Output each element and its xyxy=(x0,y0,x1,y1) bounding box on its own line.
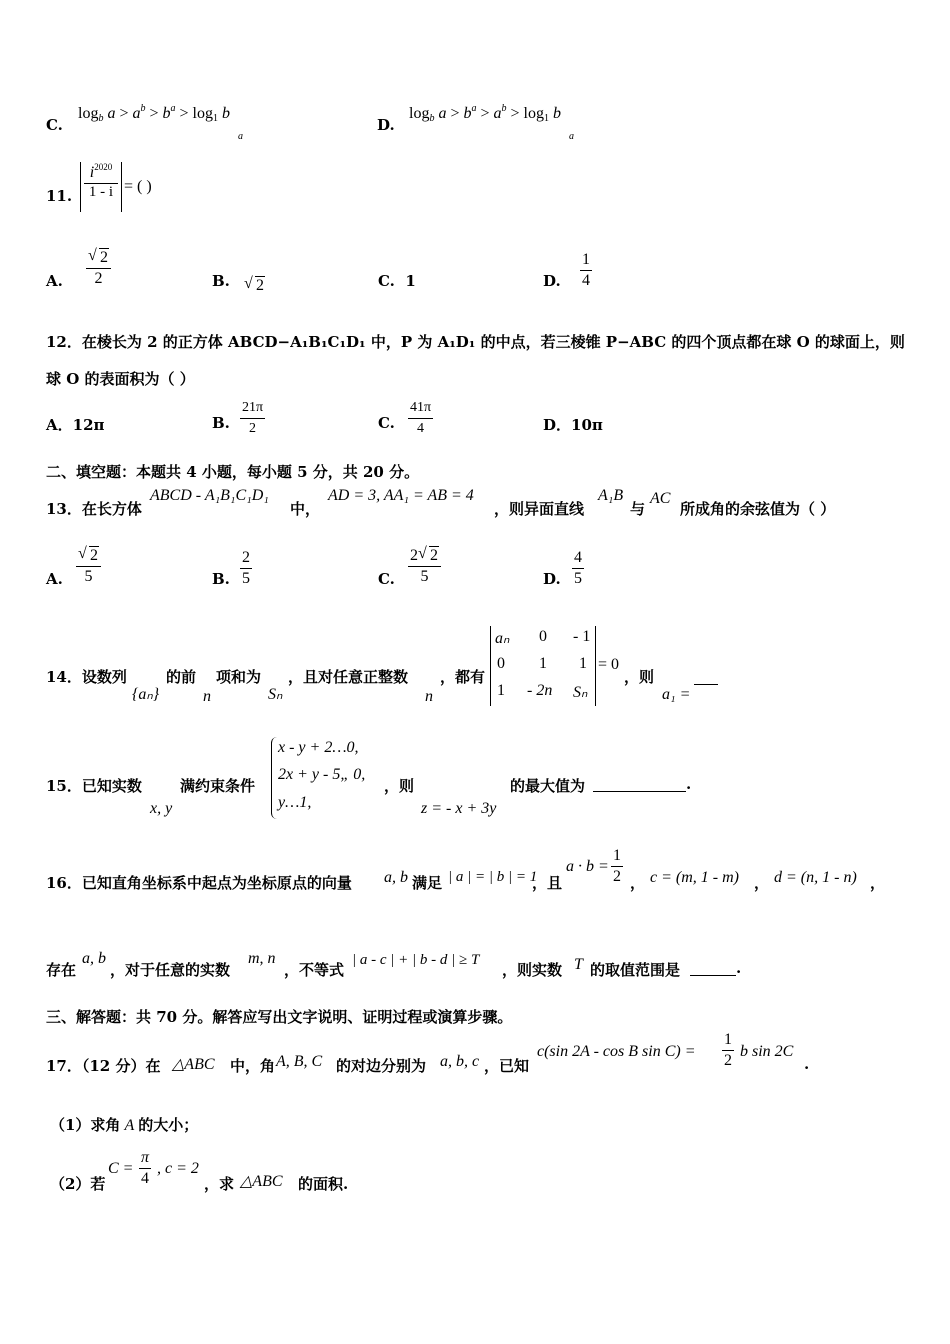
q17-part2-tri: △ABC xyxy=(240,1173,283,1190)
q17-part1: （1）求角 A 的大小； xyxy=(50,1116,199,1134)
q14-text-1: 14．设数列 xyxy=(46,668,127,686)
q10-d-label: D. xyxy=(377,116,395,134)
q17-text-3: 的对边分别为 xyxy=(336,1057,427,1075)
q11-d-value: $\frac{1}{4}$ xyxy=(582,251,590,289)
q12-b-value: $\frac{21\pi}{2}$ xyxy=(242,400,264,436)
q14-answer-blank[interactable] xyxy=(694,668,718,685)
q16-d-vec: d = (n, 1 - n) xyxy=(774,869,857,886)
q14-text-2: 的前 xyxy=(166,668,197,686)
q16-text-4: 存在 xyxy=(46,961,77,979)
q16-end: . xyxy=(736,959,742,977)
q16-text-1: 16．已知直角坐标系中起点为坐标原点的向量 xyxy=(46,874,352,892)
q12-option-d: D．10π xyxy=(543,416,603,434)
q11-b-value: √ 2 xyxy=(244,275,264,294)
q16-text-6: ，不等式 xyxy=(284,961,345,979)
q16-c-vec: c = (m, 1 - m) xyxy=(650,869,739,886)
q15-text-1: 15．已知实数 xyxy=(46,777,142,795)
q14-equals: = 0 xyxy=(598,656,620,673)
q16-norm: | a | = | b | = 1 xyxy=(448,869,538,885)
q13-b-label: B. xyxy=(212,570,230,588)
q17-eq-left: c(sin 2A - cos B sin C) = xyxy=(537,1043,696,1060)
q17-part2-ask: ，求 xyxy=(204,1175,235,1193)
q15-z: z = - x + 3y xyxy=(421,800,497,817)
q13-c-label: C. xyxy=(378,570,395,588)
q12-a-value: 12π xyxy=(72,416,105,434)
q13-line-b: AC xyxy=(650,490,671,507)
q17-part1-var: A xyxy=(124,1117,135,1134)
q16-t: T xyxy=(574,956,583,973)
q17-text-4: ，已知 xyxy=(484,1057,530,1075)
q12-c-label: C. xyxy=(378,414,395,432)
q16-text-3: ，且 xyxy=(532,874,563,892)
q15-text-3: ，则 xyxy=(384,777,415,795)
q11-b-label: B. xyxy=(212,272,230,290)
q16-mn: m, n xyxy=(248,950,276,967)
q10-option-d xyxy=(377,108,395,134)
q17-text-2: 中，角 xyxy=(230,1057,276,1075)
q14-determinant: aₙ 0 - 1 0 1 1 1 - 2n Sₙ xyxy=(490,626,596,706)
q10-c-expression: $\log_b a > a^b > b^a > \log_1 b$ a xyxy=(78,103,243,142)
q12-line1: 12．在棱长为 2 的正方体 ABCD−A₁B₁C₁D₁ 中，P 为 A₁D₁ 的中点，若三棱锥 P−ABC 的四个顶点都在球 O 的球面上，则 xyxy=(46,333,905,351)
q16-dot: a · b = xyxy=(566,858,609,875)
q16-text-7: ，则实数 xyxy=(502,961,563,979)
q14-text-4: ，且对任意正整数 xyxy=(288,668,409,686)
q14-n2: n xyxy=(425,688,433,705)
q11-denominator: 1 - i xyxy=(88,184,114,200)
q17-sides: a, b, c xyxy=(440,1053,480,1070)
q13-a-label: A. xyxy=(46,570,63,588)
q12-option-a: A．12π xyxy=(46,416,105,434)
q15-system: x - y + 2…0, 2x + y - 5„ 0, y…1, xyxy=(271,737,382,819)
q17-part2-end: 的面积. xyxy=(298,1175,349,1193)
section-2-heading: 二、填空题：本题共 4 小题，每小题 5 分，共 20 分。 xyxy=(46,463,420,481)
q17-angles: A, B, C xyxy=(276,1053,323,1070)
q17-text-1: 17．（12 分）在 xyxy=(46,1057,161,1075)
q11-exponent: 2020 xyxy=(94,162,113,172)
q15-answer-blank[interactable] xyxy=(593,775,686,792)
q13-then: ，则异面直线 xyxy=(494,500,585,518)
q14-sn: Sₙ xyxy=(268,686,283,703)
q11-c-value: 1 xyxy=(405,272,416,290)
q12-d-value: 10π xyxy=(571,416,603,434)
q12-c-value: $\frac{41\pi}{4}$ xyxy=(410,400,432,436)
q13-line-a: A₁B xyxy=(598,487,624,504)
q15-text-4: 的最大值为 xyxy=(510,777,586,795)
q10-c-label: C. xyxy=(46,116,63,134)
q15-vars: x, y xyxy=(150,800,173,817)
q17-part2-rest: , c = 2 xyxy=(157,1160,199,1177)
q11-a-value: √ 2 2 xyxy=(86,248,111,289)
q14-answer-var: a₁ = xyxy=(662,686,691,703)
q14-text-5: ，都有 xyxy=(440,668,486,686)
q11-d-label: D. xyxy=(543,272,561,290)
q14-n1: n xyxy=(203,688,211,705)
q17-part2-c: C = xyxy=(108,1160,134,1177)
q13-condition: AD = 3, AA₁ = AB = 4 xyxy=(328,487,474,504)
q14-seq: {aₙ} xyxy=(132,686,160,703)
q13-and: 与 xyxy=(630,500,646,518)
q13-d-label: D. xyxy=(543,570,561,588)
q16-text-5: ，对于任意的实数 xyxy=(110,961,231,979)
q13-in: 中， xyxy=(290,500,321,518)
q17-tri: △ABC xyxy=(172,1056,215,1073)
q13-b-value: $\frac{2}{5}$ xyxy=(242,549,250,587)
q16-inequality: | a - c | + | b - d | ≥ T xyxy=(352,952,480,968)
q13-d-value: $\frac{4}{5}$ xyxy=(574,549,582,587)
q10-option-c xyxy=(46,108,63,134)
q15-end: . xyxy=(686,775,692,793)
q10-d-expression: $\log_b a > b^a > a^b > \log_1 b$ a xyxy=(409,103,574,142)
q11-fraction: $i^{2020}$ 1 - i xyxy=(84,162,118,201)
q16-text-2: 满足 xyxy=(412,874,443,892)
section-3-heading: 三、解答题：共 70 分。解答应写出文字说明、证明过程或演算步骤。 xyxy=(46,1008,513,1026)
q13-a-value: √ 2 5 xyxy=(76,546,101,587)
q16-text-8: 的取值范围是 xyxy=(590,961,681,979)
q15-text-2: 满约束条件 xyxy=(180,777,256,795)
q16-answer-blank[interactable] xyxy=(690,959,736,976)
q12-line2: 球 O 的表面积为（ ） xyxy=(46,370,195,388)
q14-text-3: 项和为 xyxy=(216,668,262,686)
q16-vecs: a, b xyxy=(384,869,408,886)
q13-c-value: 2 √ 2 5 xyxy=(408,546,441,587)
q11-option-c: C. 1 xyxy=(378,272,416,290)
q11-tail: = ( ) xyxy=(124,178,152,195)
q13-ask: 所成角的余弦值为（ ） xyxy=(680,500,836,518)
q14-text-6: ，则 xyxy=(624,668,655,686)
q16-vecs2: a, b xyxy=(82,950,106,967)
q17-end: . xyxy=(804,1055,810,1073)
q17-part2-label: （2）若 xyxy=(50,1175,106,1193)
q17-eq-frac: $\frac{1}{2}$ xyxy=(724,1031,732,1069)
q13-text: 13．在长方体 xyxy=(46,500,142,518)
q16-dot-frac: $\frac{1}{2}$ xyxy=(613,847,621,885)
q12-b-label: B. xyxy=(212,414,230,432)
q11-a-label: A. xyxy=(46,272,63,290)
q13-box: ABCD - A₁B₁C₁D₁ xyxy=(150,487,269,504)
q11-number: 11. xyxy=(46,187,73,205)
q17-eq-right: b sin 2C xyxy=(740,1043,794,1060)
q17-part2-frac: $\frac{\pi}{4}$ xyxy=(141,1149,150,1187)
